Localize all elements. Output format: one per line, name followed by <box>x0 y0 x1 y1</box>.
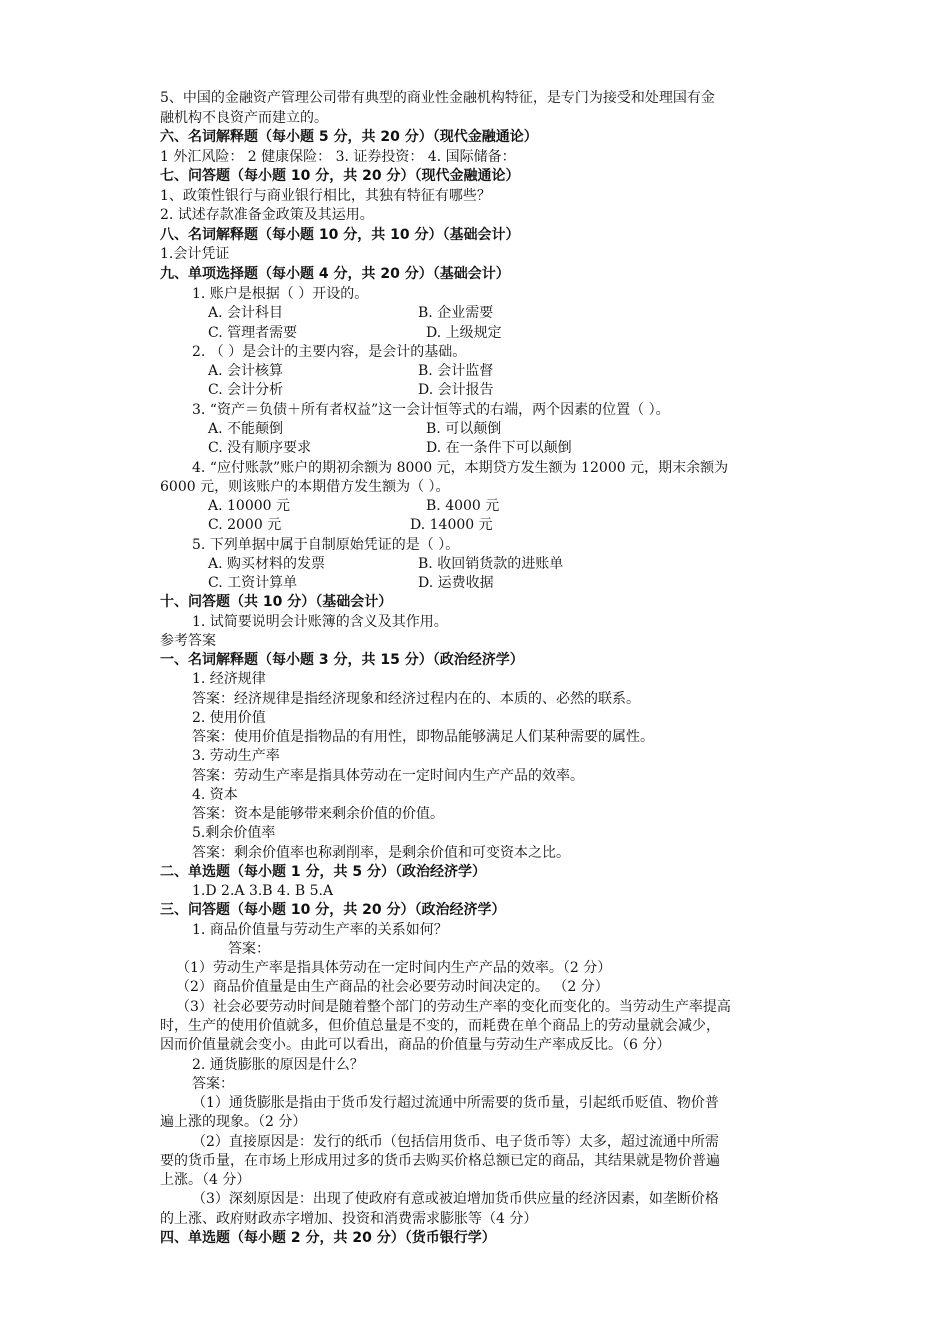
answer-text: 要的货币量，在市场上形成用过多的货币去购买价格总额已定的商品，其结果就是物价普遍 <box>160 1153 720 1169</box>
option-a: A. 会计科目 <box>208 305 284 321</box>
reference-answer-title: 参考答案 <box>160 633 216 649</box>
question-text: 6000 元，则该账户的本期借方发生额为（ ）。 <box>160 479 450 495</box>
question-text: 1. 账户是根据（ ）开设的。 <box>192 286 369 302</box>
answer-text: （1）劳动生产率是指具体劳动在一定时间内生产产品的效率。（2 分） <box>176 960 612 976</box>
answer-text: （3）深刻原因是：出现了使政府有意或被迫增加货币供应量的经济因素，如垄断价格 <box>192 1191 719 1207</box>
option-c: C. 2000 元 <box>208 517 282 533</box>
answer-label: 答案： <box>192 1076 234 1092</box>
section-heading: 四、单选题（每小题 2 分，共 20 分）（货币银行学） <box>160 1230 496 1246</box>
answer-text: 答案：经济规律是指经济现象和经济过程内在的、本质的、必然的联系。 <box>192 691 640 707</box>
option-c: C. 工资计算单 <box>208 575 298 591</box>
option-c: C. 管理者需要 <box>208 325 298 341</box>
option-b: B. 4000 元 <box>426 498 500 514</box>
term-title: 2. 使用价值 <box>192 710 266 726</box>
answer-key: 1.D 2.A 3.B 4. B 5.A <box>192 883 334 899</box>
section-heading: 六、名词解释题（每小题 5 分，共 20 分）（现代金融通论） <box>160 129 538 145</box>
answer-text: 答案：资本是能够带来剩余价值的价值。 <box>192 806 444 822</box>
option-c: C. 没有顺序要求 <box>208 440 312 456</box>
section-heading: 一、名词解释题（每小题 3 分，共 15 分）（政治经济学） <box>160 652 524 668</box>
answer-text: （2）商品价值量是由生产商品的社会必要劳动时间决定的。 （2 分） <box>176 979 609 995</box>
option-d: D. 14000 元 <box>410 517 493 533</box>
section-heading: 八、名词解释题（每小题 10 分，共 10 分）（基础会计） <box>160 227 520 243</box>
option-a: A. 10000 元 <box>208 498 290 514</box>
answer-text: 时，生产的使用价值就多，但价值总量是不变的，而耗费在单个商品上的劳动量就会减少， <box>160 1018 720 1034</box>
answer-text: 因而价值量就会变小。由此可以看出，商品的价值量与劳动生产率成反比。（6 分） <box>160 1037 671 1053</box>
section-heading: 十、问答题（共 10 分）（基础会计） <box>160 594 393 610</box>
section-heading: 三、问答题（每小题 10 分，共 20 分）（政治经济学） <box>160 902 506 918</box>
option-c: C. 会计分析 <box>208 382 284 398</box>
question-text: 1. 商品价值量与劳动生产率的关系如何？ <box>192 922 448 938</box>
question-text: 2. 试述存款准备金政策及其运用。 <box>160 207 374 223</box>
question-text: 1. 试简要说明会计账簿的含义及其作用。 <box>192 614 448 630</box>
term-title: 5.剩余价值率 <box>192 825 276 841</box>
answer-text: 答案：剩余价值率也称剥削率，是剩余价值和可变资本之比。 <box>192 845 570 861</box>
term-title: 3. 劳动生产率 <box>192 748 280 764</box>
question-text: 2. （ ）是会计的主要内容，是会计的基础。 <box>192 344 467 360</box>
option-b: B. 可以颠倒 <box>426 421 502 437</box>
answer-text: （3）社会必要劳动时间是随着整个部门的劳动生产率的变化而变化的。当劳动生产率提高 <box>176 999 731 1015</box>
answer-text: 遍上涨的现象。（2 分） <box>160 1114 307 1130</box>
text-line: 融机构不良资产而建立的。 <box>160 110 328 126</box>
answer-text: 上涨。（4 分） <box>160 1172 251 1188</box>
option-b: B. 企业需要 <box>418 305 494 321</box>
question-text: 5. 下列单据中属于自制原始凭证的是（ ）。 <box>192 537 460 553</box>
text-line: 5、中国的金融资产管理公司带有典型的商业性金融机构特征，是专门为接受和处理国有金 <box>160 90 715 106</box>
section-heading: 九、单项选择题（每小题 4 分，共 20 分）（基础会计） <box>160 266 510 282</box>
option-a: A. 不能颠倒 <box>208 421 284 437</box>
section-heading: 二、单选题（每小题 1 分，共 5 分）（政治经济学） <box>160 864 486 880</box>
answer-text: （1）通货膨胀是指由于货币发行超过流通中所需要的货币量，引起纸币贬值、物价普 <box>192 1095 719 1111</box>
option-d: D. 在一条件下可以颠倒 <box>426 440 572 456</box>
option-a: A. 会计核算 <box>208 363 284 379</box>
option-d: D. 运费收据 <box>418 575 494 591</box>
question-text: 1、政策性银行与商业银行相比，其独有特征有哪些？ <box>160 188 491 204</box>
text-line: 1 外汇风险： 2 健康保险： 3. 证券投资： 4. 国际储备： <box>160 149 516 165</box>
answer-label: 答案： <box>228 941 270 957</box>
option-d: D. 上级规定 <box>426 325 502 341</box>
option-b: B. 收回销货款的进账单 <box>418 556 564 572</box>
answer-text: 答案：劳动生产率是指具体劳动在一定时间内生产产品的效率。 <box>192 768 584 784</box>
option-b: B. 会计监督 <box>418 363 494 379</box>
question-text: 4. “应付账款”账户的期初余额为 8000 元，本期贷方发生额为 12000 元，期末余额为 <box>192 460 729 476</box>
term-title: 4. 资本 <box>192 787 238 803</box>
section-heading: 七、问答题（每小题 10 分，共 20 分）（现代金融通论） <box>160 168 520 184</box>
option-d: D. 会计报告 <box>418 382 494 398</box>
answer-text: 答案：使用价值是指物品的有用性，即物品能够满足人们某种需要的属性。 <box>192 729 654 745</box>
answer-text: 的上涨、政府财政赤字增加、投资和消费需求膨胀等（4 分） <box>160 1211 538 1227</box>
answer-text: （2）直接原因是：发行的纸币（包括信用货币、电子货币等）太多，超过流通中所需 <box>192 1134 719 1150</box>
term-title: 1. 经济规律 <box>192 671 266 687</box>
question-text: 1.会计凭证 <box>160 246 230 262</box>
question-text: 3. “资产＝负债＋所有者权益”这一会计恒等式的右端，两个因素的位置（ ）。 <box>192 402 670 418</box>
question-text: 2. 通货膨胀的原因是什么？ <box>192 1057 364 1073</box>
option-a: A. 购买材料的发票 <box>208 556 326 572</box>
